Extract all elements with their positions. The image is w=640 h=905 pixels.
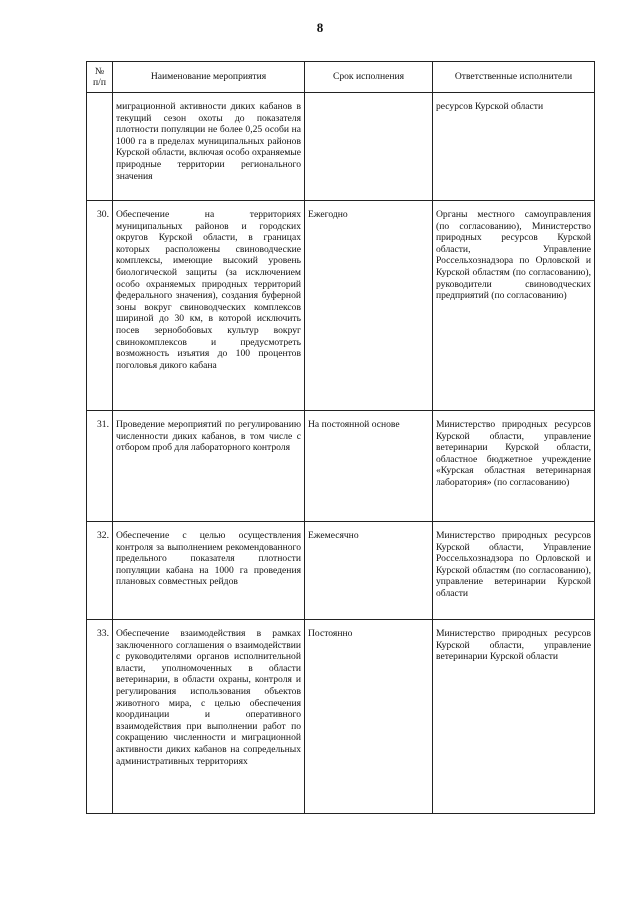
row-name: Проведение мероприятий по регулированию численности диких кабанов, в том числе с отбором проб для лабораторного контроля xyxy=(113,411,305,522)
row-responsible: Министерство природных ресурсов Курской области, управление ветеринарии Курской области, областное бюджетное учреждение «Курская областная ветеринарная лаборатория» (по согласованию) xyxy=(433,411,595,522)
row-responsible: Министерство природных ресурсов Курской области, Управление Россельхознадзора по Орловской и Курской областям (по согласованию), управление ветеринарии Курской области xyxy=(433,522,595,620)
row-term: Ежегодно xyxy=(305,201,433,411)
header-term: Срок исполнения xyxy=(305,62,433,93)
row-name: Обеспечение с целью осуществления контроля за выполнением рекомендованного предельного показателя плотности популяции кабана на 1000 га проведения плановых совместных рейдов xyxy=(113,522,305,620)
header-number: № п/п xyxy=(87,62,113,93)
row-name: Обеспечение на территориях муниципальных районов и городских округов Курской области, в границах которых расположены свиноводческие комплексы, имеющие высокий уровень биологической защиты (за исключением особо охраняемых природных территорий федерального значения), создания буферной зоны вокруг свиноводческих комплексов шириной до 30 км, в которой исключить посев зернобобовых культур вокруг свинокомплексов и предусмотреть возможность изъятия до 100 процентов поголовья дикого кабана xyxy=(113,201,305,411)
header-responsible: Ответственные исполнители xyxy=(433,62,595,93)
row-number: 33. xyxy=(87,620,113,814)
page-number: 8 xyxy=(316,20,324,35)
table-header-row xyxy=(87,62,595,93)
row-responsible: Министерство природных ресурсов Курской области, управление ветеринарии Курской области xyxy=(433,620,595,814)
action-plan-table xyxy=(86,61,595,814)
row-number: 31. xyxy=(87,411,113,522)
row-term xyxy=(305,93,433,201)
table-row xyxy=(87,93,595,201)
row-name: Обеспечение взаимодействия в рамках заключенного соглашения о взаимодействии с руководителями органов исполнительной власти, уполномоченных в области ветеринарии, в области охраны, контроля и регулирования использования объектов животного мира, с целью обеспечения координации и оперативного взаимодействия при выполнении работ по сокращению численности и миграционной активности диких кабанов на сопредельных административных территориях xyxy=(113,620,305,814)
row-term: Постоянно xyxy=(305,620,433,814)
row-number: 30. xyxy=(87,201,113,411)
row-term: На постоянной основе xyxy=(305,411,433,522)
header-name: Наименование мероприятия xyxy=(113,62,305,93)
table-row xyxy=(87,411,595,522)
table-row xyxy=(87,620,595,814)
row-number xyxy=(87,93,113,201)
row-number: 32. xyxy=(87,522,113,620)
row-responsible: Органы местного самоуправления (по согласованию), Министерство природных ресурсов Курской области, Управление Россельхознадзора по Орловской и Курской областям (по согласованию), руководители свиноводческих предприятий (по согласованию) xyxy=(433,201,595,411)
row-term: Ежемесячно xyxy=(305,522,433,620)
table-row xyxy=(87,201,595,411)
table-row xyxy=(87,522,595,620)
row-name: миграционной активности диких кабанов в текущий сезон охоты до показателя плотности популяции не более 0,25 особи на 1000 га в пределах муниципальных районов Курской области, включая особо охраняемые природные территории регионального значения xyxy=(113,93,305,201)
row-responsible: ресурсов Курской области xyxy=(433,93,595,201)
